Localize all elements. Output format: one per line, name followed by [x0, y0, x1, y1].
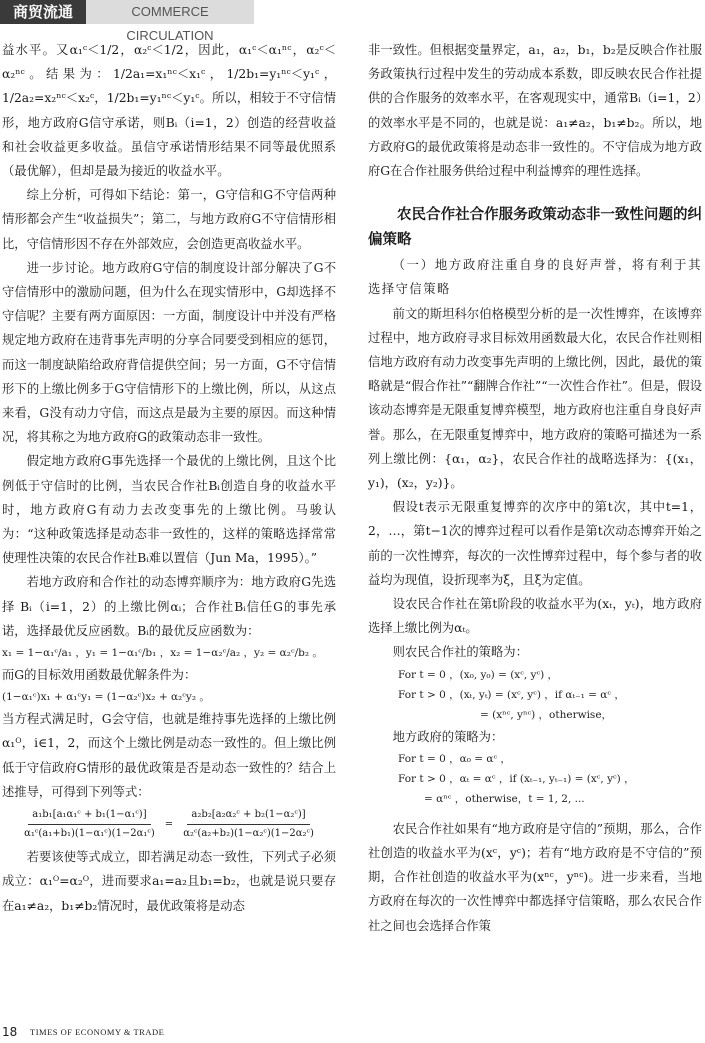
gov-strategy-line-1: For t = 0 ，α₀ = αᶜ ， — [398, 752, 511, 765]
coop-strategy-line-2: For t > 0 ，(xₜ, yₜ) = (xᶜ, yᶜ) ，if αₜ₋₁ = αᶜ ， — [398, 688, 625, 701]
section-subheading: （一）地方政府注重自身的良好声誉，将有利于其选择守信策略 — [368, 258, 702, 297]
left-paragraph-3: 进一步讨论。地方政府G守信的制度设计部分解决了G不守信情形中的激励问题，但为什么在现实情形中，G却选择不守信呢？主要有两方面原因：一方面，制度设计中并没有严格规定地方政府在违背事先声明的分享合同要受到相应的惩罚，而这一制度缺陷给政府背信提供空间；另一方面，G不守信情形下的上缴比例多于G守信情形下的上缴比例，所以，从这点来看，G没有动力守信，而这点是最为主要的原因。而这种情况，将其称之为地方政府G的政策动态非一致性。 — [2, 260, 336, 445]
left-column — [2, 38, 336, 998]
section-brand-cn: 商贸流通 — [0, 0, 86, 24]
optimal-condition-formula: (1−α₁ᶜ)x₁ + α₁ᶜy₁ = (1−α₂ᶜ)x₂ + α₂ᶜy₂ 。 — [2, 691, 210, 704]
page-header — [0, 0, 705, 43]
section-brand-en: COMMERCE CIRCULATION — [86, 0, 254, 24]
equation-sign: = — [164, 818, 174, 830]
coop-strategy-line-3: = (xⁿᶜ, yⁿᶜ) ，otherwise， — [480, 708, 613, 721]
left-paragraph-6: 若要该使等式成立，即若满足动态一致性，下列式子必须成立：α₁ᴼ=α₂ᴼ，进而要求a₁=a₂且b₁=b₂，也就是说只要存在a₁≠a₂，b₁≠b₂情况时，最优政策将是动态 — [2, 850, 336, 913]
coop-strategy-line-1: For t = 0 ，(x₀, y₀) = (xᶜ, yᶜ) ， — [398, 668, 559, 681]
right-column — [368, 38, 702, 998]
left-paragraph-4: 假定地方政府G事先选择一个最优的上缴比例，且这个比例低于守信时的比例，当农民合作社Bᵢ创造自身的收益水平时，地方政府G有动力去改变事先的上缴比例。马骏认为：“这种政策选择是动态非一致性的，这样的策略选择常常使理性决策的农民合作社Bᵢ难以置信（Jun Ma，1995）。” — [2, 454, 336, 566]
right-paragraph-6: 地方政府的策略为： — [392, 729, 504, 744]
equation-lhs — [20, 806, 159, 843]
gov-strategy-line-2: For t > 0 ，αₜ = αᶜ ，if (xₜ₋₁, yₜ₋₁) = (xᶜ, yᶜ) ， — [398, 772, 635, 785]
left-paragraph-2: 综上分析，可得如下结论：第一，G守信和G不守信两种情形都会产生“收益损失”；第二，与地方政府G不守信情形相比，守信情形因不存在外部效应，会创造更高收益水平。 — [2, 188, 336, 251]
right-paragraph-1: 非一致性。但根据变量界定，a₁，a₂，b₁，b₂是反映合作社服务政策执行过程中发生的劳动成本系数，即反映农民合作社提供的合作服务的效率水平，在客观现实中，通常Bᵢ（i=1，2）的效率水平是不同的，也就是说：a₁≠a₂，b₁≠b₂。所以，地方政府G的最优政策将是动态非一致性的。不守信成为地方政府G在合作社服务供给过程中利益博弈的理性选择。 — [368, 43, 702, 179]
right-paragraph-2: 前文的斯坦科尔伯格模型分析的是一次性博弈，在该博弈过程中，地方政府寻求目标效用函数最大化，农民合作社则相信地方政府有动力改变事先声明的上缴比例，因此，最优的策略就是“假合作社”“翻牌合作社”“一次性合作社”。但是，假设该动态博弈是无限重复博弈模型，地方政府也注重自身良好声誉。那么，在无限重复博弈中，地方政府的策略可描述为一系列上缴比例：{α₁，α₂}，农民合作社的战略选择为：{(x₁，y₁)，(x₂，y₂)}。 — [368, 306, 702, 491]
consistency-equation — [2, 806, 336, 843]
left-paragraph-5: 若地方政府和合作社的动态博弈顺序为：地方政府G先选择 Bᵢ（i=1，2）的上缴比例αᵢ；合作社Bᵢ信任G的事先承诺，选择最优反应函数。Bᵢ的最优反应函数为： — [2, 575, 336, 638]
right-paragraph-7: 农民合作社如果有“地方政府是守信的”预期，那么，合作社创造的收益水平为(xᶜ，yᶜ)；若有“地方政府是不守信的”预期，合作社创造的收益水平为(xⁿᶜ，yⁿᶜ)。进一步来看，当地方政府在每次的一次性博弈中都选择守信策略，那么农民合作社之间也会选择合作策 — [368, 821, 702, 933]
equation-rhs — [179, 806, 318, 843]
equation-rhs-denominator: α₂ᶜ(a₂+b₂)(1−α₂ᶜ)(1−2α₂ᶜ) — [183, 828, 314, 840]
right-paragraph-4: 设农民合作社在第t阶段的收益水平为(xₜ，yₜ)，地方政府选择上缴比例为αₜ。 — [368, 597, 702, 636]
page-number: 18 — [2, 1025, 18, 1039]
equation-rhs-numerator: a₂b₂[a₂α₂ᶜ + b₂(1−α₂ᶜ)] — [187, 806, 309, 825]
left-paragraph-5b: 而G的目标效用函数最优解条件为： — [2, 668, 197, 683]
equation-lhs-denominator: α₁ᶜ(a₁+b₁)(1−α₁ᶜ)(1−2α₁ᶜ) — [24, 828, 155, 840]
right-paragraph-5: 则农民合作社的策略为： — [392, 645, 528, 660]
page-footer — [0, 1022, 705, 1042]
journal-name: TIMES OF ECONOMY & TRADE — [30, 1027, 165, 1037]
gov-strategy-line-3: = αⁿᶜ ，otherwise，t = 1, 2, ... — [424, 792, 585, 805]
best-response-formula: x₁ = 1−α₁ᶜ/a₁ ，y₁ = 1−α₁ᶜ/b₁ ，x₂ = 1−α₂ᶜ/a₂ ，y₂ = α₂ᶜ/b₂ 。 — [2, 647, 323, 660]
left-paragraph-1: 益水平。又α₁ᶜ＜1/2，α₂ᶜ＜1/2，因此，α₁ᶜ＜α₁ⁿᶜ，α₂ᶜ＜α₂ⁿᶜ。结果为：1/2a₁=x₁ⁿᶜ＜x₁ᶜ，1/2b₁=y₁ⁿᶜ＜y₁ᶜ，1/2a₂=x₂ⁿᶜ＜x₂ᶜ，1/2b₁=y₁ⁿᶜ＜y₁ᶜ。所以，相较于不守信情形，地方政府G信守承诺，则Bᵢ（i=1，2）创造的经营收益和社会收益更多收益。虽信守承诺情形结果不同等最优照系（最优解），但却是最为接近的收益水平。 — [2, 43, 336, 179]
section-heading: 农民合作社合作服务政策动态非一致性问题的纠偏策略 — [368, 207, 702, 249]
left-paragraph-5c: 当方程式满足时，G会守信，也就是维持事先选择的上缴比例α₁ᴼ，i∈1，2，而这个上缴比例是动态一致性的。但上缴比例低于守信政府G情形的最优政策是否是动态一致性的？结合上述推导，可得到下列等式： — [2, 712, 336, 799]
equation-lhs-numerator: a₁b₁[a₁α₁ᶜ + b₁(1−α₁ᶜ)] — [28, 806, 150, 825]
right-paragraph-3: 假设t表示无限重复博弈的次序中的第t次，其中t=1，2，…，第t−1次的博弈过程可以看作是第t次动态博弈开始之前的一次性博弈，每次的一次性博弈过程中，每个参与者的收益均为现值，设折现率为ξ，且ξ为定值。 — [368, 500, 702, 587]
